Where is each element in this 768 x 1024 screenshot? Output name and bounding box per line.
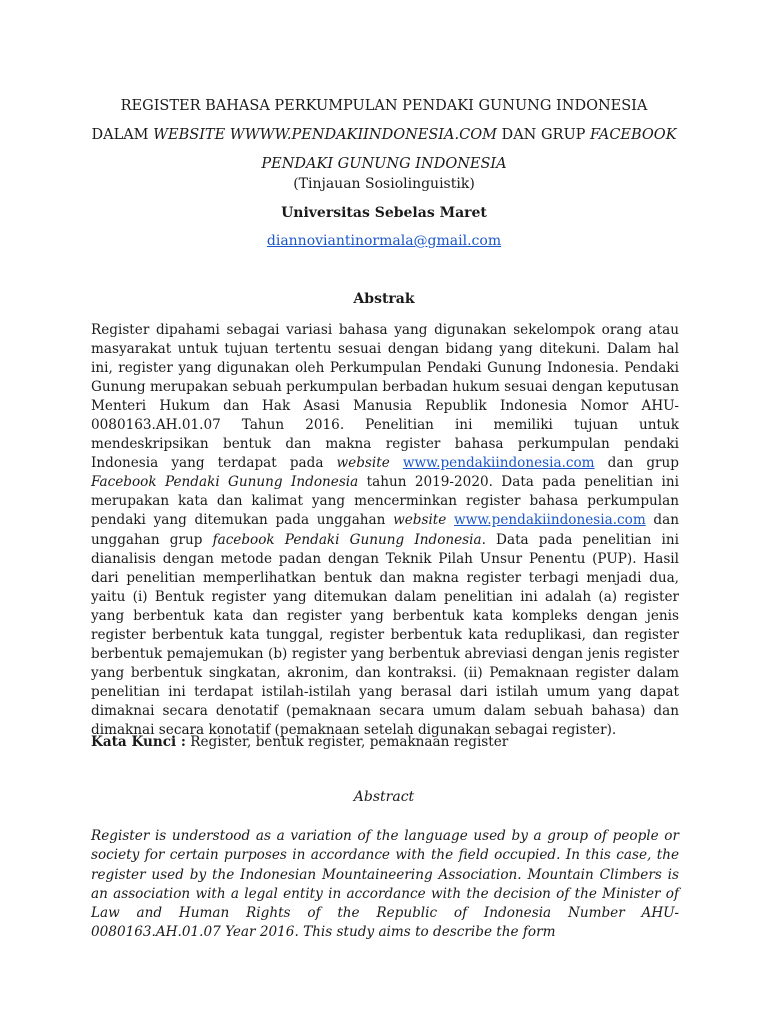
title-line-2 — [80, 121, 688, 150]
website-link-1[interactable]: www.pendakiindonesia.com — [402, 455, 595, 472]
author-affiliation: Universitas Sebelas Maret — [281, 205, 487, 221]
website-link-2[interactable]: www.pendakiindonesia.com — [454, 512, 646, 529]
author-email — [80, 233, 688, 249]
title-line-3: PENDAKI GUNUNG INDONESIA — [261, 156, 507, 172]
abstract-heading-en: Abstract — [353, 789, 415, 805]
website-term-1: website — [336, 455, 390, 472]
abstract-heading-id: Abstrak — [353, 291, 415, 307]
abstract-text-4: dan unggahan grup — [91, 512, 679, 548]
paper-subtitle: (Tinjauan Sosiolinguistik) — [293, 176, 475, 192]
title-line-1: REGISTER BAHASA PERKUMPULAN PENDAKI GUNUNG INDONESIA — [120, 98, 648, 114]
keywords-label: Kata Kunci : — [91, 734, 186, 750]
title-line-2-website: WEBSITE WWWW.PENDAKIINDONESIA.COM — [153, 127, 497, 143]
email-link[interactable]: diannoviantinormala@gmail.com — [266, 233, 502, 249]
abstract-text-5: . Data pada penelitian ini dianalisis dengan metode padan dengan Teknik Pilah Unsur Penentu (PUP). Hasil dari penelitian memperlihatkan bentuk dan makna register terbagi menjadi dua, yaitu (i) Bentuk register yang ditemukan dalam penelitian ini adalah (a) register yang berbentuk kata dan register yang berbentuk kata kompleks dengan jenis register berbentuk kata tunggal, register berbentuk kata reduplikasi, dan register berbentuk pemajemukan (b) register yang berbentuk abreviasi dengan jenis register yang berbentuk singkatan, akronim, dan kontraksi. (ii) Pemaknaan register dalam penelitian ini terdapat istilah-istilah yang berasal dari istilah umum yang dapat dimaknai secara denotatif (pemaknaan secara umum dalam sebuah bahasa) dan dimaknai secara konotatif (pemaknaan setelah digunakan sebagai register). — [91, 531, 679, 738]
website-term-2: website — [393, 512, 447, 529]
title-line-2-pre: DALAM — [91, 127, 154, 143]
facebook-group-2: facebook Pendaki Gunung Indonesia — [212, 531, 482, 548]
abstract-text-1: Register dipahami sebagai variasi bahasa yang digunakan sekelompok orang atau masyarakat untuk tujuan tertentu sesuai dengan bidang yang ditekuni. Dalam hal ini, register yang digunakan oleh Perkumpulan Pendaki Gunung Indonesia. Pendaki Gunung merupakan sebuah perkumpulan berbadan hukum sesuai dengan keputusan Menteri Hukum dan Hak Asasi Manusia Republik Indonesia Nomor AHU-0080163.AH.01.07 Tahun 2016. Penelitian ini memiliki tujuan untuk mendeskripsikan bentuk dan makna register bahasa perkumpulan pendaki Indonesia yang terdapat pada — [91, 322, 679, 472]
title-line-2-facebook: FACEBOOK — [590, 127, 677, 143]
abstract-text-3: tahun 2019-2020. Data pada penelitian ini merupakan kata dan kalimat yang mencerminkan register bahasa perkumpulan pendaki yang ditemukan pada unggahan — [91, 474, 679, 529]
keywords — [91, 734, 679, 750]
abstract-body-en: Register is understood as a variation of the language used by a group of people or society for certain purposes in accordance with the field occupied. In this case, the register used by the Indonesian Mountaineering Association. Mountain Climbers is an association with a legal entity in accordance with the decision of the Minister of Law and Human Rights of the Republic of Indonesia Number AHU-0080163.AH.01.07 Year 2016. This study aims to describe the form — [91, 828, 679, 941]
abstract-body-id — [91, 321, 679, 740]
keywords-text: Register, bentuk register, pemaknaan register — [185, 734, 509, 750]
paper-title — [80, 92, 688, 179]
abstract-text-2: dan grup — [594, 455, 679, 472]
facebook-group-1: Facebook Pendaki Gunung Indonesia — [91, 474, 359, 491]
title-line-2-mid: DAN GRUP — [496, 127, 591, 143]
